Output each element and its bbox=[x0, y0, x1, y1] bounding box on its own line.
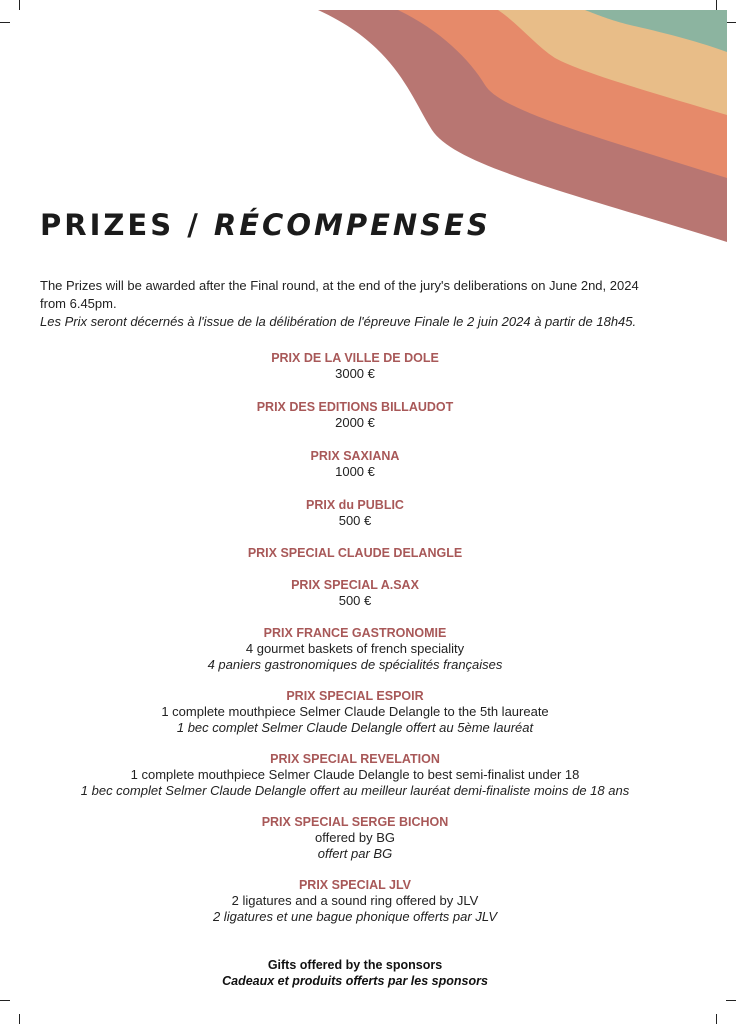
prize-description-english: 2 ligatures and a sound ring offered by JLV bbox=[231, 893, 479, 908]
prize-amount: 500 € bbox=[338, 513, 372, 528]
prize-name: PRIX SPECIAL A.SAX bbox=[291, 578, 419, 592]
title-english: PRIZES / bbox=[40, 208, 214, 242]
prize-special-revelation bbox=[0, 751, 710, 799]
prize-amount: 3000 € bbox=[335, 366, 375, 381]
prize-name: PRIX DE LA VILLE DE DOLE bbox=[271, 351, 439, 365]
prize-special-espoir bbox=[0, 688, 710, 736]
crop-mark bbox=[726, 1000, 736, 1001]
prize-special-jlv bbox=[0, 877, 710, 925]
prize-description-english: offered by BG bbox=[315, 830, 395, 845]
crop-mark bbox=[19, 1014, 20, 1024]
prize-editions-billaudot bbox=[0, 399, 710, 431]
prize-description-french: 1 bec complet Selmer Claude Delangle offert au meilleur lauréat demi-finaliste moins de 18 ans bbox=[80, 783, 630, 798]
intro-text bbox=[40, 277, 655, 331]
prize-special-claude-delangle bbox=[0, 545, 710, 561]
intro-french: Les Prix seront décernés à l'issue de la délibération de l'épreuve Finale le 2 juin 2024 à partir de 18h45. bbox=[40, 314, 637, 329]
prize-description-english: 1 complete mouthpiece Selmer Claude Delangle to the 5th laureate bbox=[161, 704, 549, 719]
prize-name: PRIX SPECIAL JLV bbox=[298, 878, 412, 892]
prize-du-public bbox=[0, 497, 710, 529]
prize-special-serge-bichon bbox=[0, 814, 710, 862]
prize-name: PRIX DES EDITIONS BILLAUDOT bbox=[256, 400, 454, 414]
prize-special-a-sax bbox=[0, 577, 710, 609]
prize-ville-de-dole bbox=[0, 350, 710, 382]
prize-name: PRIX SPECIAL SERGE BICHON bbox=[261, 815, 449, 829]
prize-list bbox=[0, 350, 710, 925]
sponsor-note-french: Cadeaux et produits offerts par les sponsors bbox=[222, 974, 488, 988]
title-french: RÉCOMPENSES bbox=[213, 208, 491, 242]
crop-mark bbox=[716, 1014, 717, 1024]
prize-name: PRIX SPECIAL ESPOIR bbox=[286, 689, 424, 703]
prize-amount: 500 € bbox=[338, 593, 372, 608]
prize-name: PRIX SPECIAL CLAUDE DELANGLE bbox=[247, 546, 463, 560]
prize-description-french: offert par BG bbox=[317, 846, 393, 861]
prize-saxiana bbox=[0, 448, 710, 480]
page-title bbox=[40, 208, 491, 242]
prize-description-french: 1 bec complet Selmer Claude Delangle offert au 5ème lauréat bbox=[176, 720, 534, 735]
prize-description-french: 4 paniers gastronomiques de spécialités françaises bbox=[207, 657, 503, 672]
prize-description-english: 1 complete mouthpiece Selmer Claude Delangle to best semi-finalist under 18 bbox=[130, 767, 580, 782]
sponsor-note bbox=[0, 957, 710, 989]
prize-name: PRIX FRANCE GASTRONOMIE bbox=[263, 626, 447, 640]
crop-mark bbox=[0, 1000, 10, 1001]
sponsor-note-english: Gifts offered by the sponsors bbox=[267, 958, 443, 972]
intro-english: The Prizes will be awarded after the Final round, at the end of the jury's deliberations on June 2nd, 2024 from 6.45pm. bbox=[40, 278, 639, 311]
prize-france-gastronomie bbox=[0, 625, 710, 673]
prize-name: PRIX SPECIAL REVELATION bbox=[270, 752, 440, 766]
prize-amount: 2000 € bbox=[335, 415, 375, 430]
prize-description-english: 4 gourmet baskets of french speciality bbox=[245, 641, 465, 656]
prize-name: PRIX SAXIANA bbox=[310, 449, 400, 463]
prize-description-french: 2 ligatures et une bague phonique offerts par JLV bbox=[212, 909, 498, 924]
prize-name: PRIX du PUBLIC bbox=[306, 498, 404, 512]
prize-amount: 1000 € bbox=[335, 464, 375, 479]
